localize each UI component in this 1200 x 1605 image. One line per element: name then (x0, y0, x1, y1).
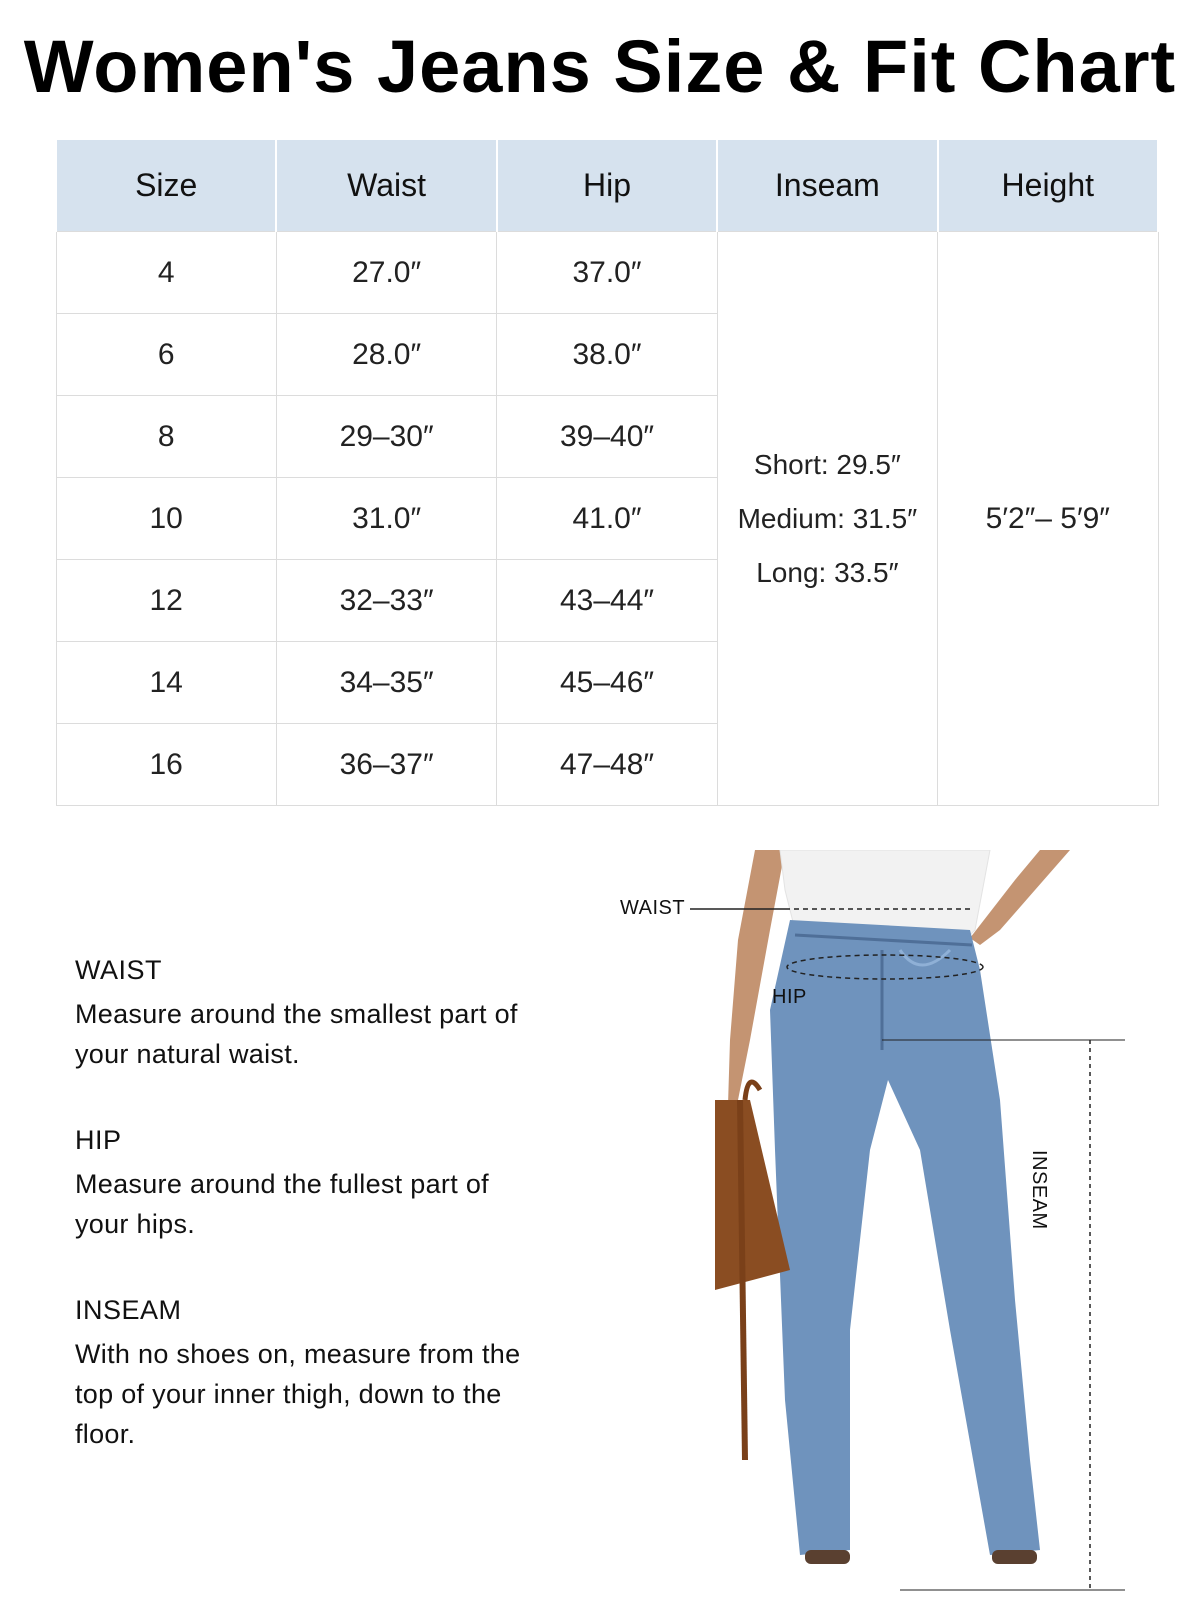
column-header-inseam: Inseam (717, 140, 937, 232)
hip-cell: 38.0″ (497, 314, 717, 396)
waist-cell: 29–30″ (276, 396, 496, 478)
jeans-figure-svg (620, 850, 1180, 1600)
inseam-short: Short: 29.5″ (753, 448, 901, 480)
bag-handle-shape (745, 1082, 760, 1100)
waist-figure-label: WAIST (620, 897, 686, 919)
table-row (56, 232, 1158, 314)
jeans-model-illustration (620, 850, 1180, 1600)
hip-cell: 45–46″ (497, 642, 717, 724)
height-cell: 5′2″– 5′9″ (938, 232, 1158, 806)
inseam-instructions (75, 1295, 595, 1454)
waist-text-line: Measure around the smallest part of (75, 999, 518, 1029)
table-header-row (56, 140, 1158, 232)
size-cell: 6 (56, 314, 276, 396)
hip-instructions (75, 1125, 595, 1244)
right-shoe-shape (992, 1550, 1037, 1564)
inseam-long: Long: 33.5″ (756, 556, 899, 588)
inseam-text-line: floor. (75, 1419, 136, 1449)
hip-cell: 47–48″ (497, 724, 717, 806)
column-header-size: Size (56, 140, 276, 232)
waist-instructions (75, 955, 595, 1074)
waist-cell: 32–33″ (276, 560, 496, 642)
waist-cell: 27.0″ (276, 232, 496, 314)
inseam-text-line: With no shoes on, measure from the (75, 1339, 521, 1369)
waist-cell: 31.0″ (276, 478, 496, 560)
left-shoe-shape (805, 1550, 850, 1564)
hip-cell: 41.0″ (497, 478, 717, 560)
column-header-hip: Hip (497, 140, 717, 232)
size-cell: 8 (56, 396, 276, 478)
size-cell: 10 (56, 478, 276, 560)
size-cell: 14 (56, 642, 276, 724)
size-chart-table (55, 140, 1159, 806)
waist-text-line: your natural waist. (75, 1039, 300, 1069)
hip-cell: 39–40″ (497, 396, 717, 478)
hip-heading: HIP (75, 1125, 122, 1155)
waist-heading: WAIST (75, 955, 162, 985)
inseam-medium: Medium: 31.5″ (737, 502, 918, 534)
inseam-figure-label: INSEAM (1028, 1150, 1050, 1230)
inseam-heading: INSEAM (75, 1295, 182, 1325)
hip-cell: 37.0″ (497, 232, 717, 314)
size-cell: 4 (56, 232, 276, 314)
hip-figure-label: HIP (772, 986, 807, 1008)
hip-cell: 43–44″ (497, 560, 717, 642)
hip-text-line: your hips. (75, 1209, 196, 1239)
waist-cell: 36–37″ (276, 724, 496, 806)
hip-text-line: Measure around the fullest part of (75, 1169, 489, 1199)
inseam-text-line: top of your inner thigh, down to the (75, 1379, 502, 1409)
waist-cell: 28.0″ (276, 314, 496, 396)
inseam-cell (717, 232, 937, 806)
waist-cell: 34–35″ (276, 642, 496, 724)
column-header-height: Height (938, 140, 1158, 232)
size-cell: 16 (56, 724, 276, 806)
jeans-shape (770, 920, 1040, 1555)
column-header-waist: Waist (276, 140, 496, 232)
page-title: Women's Jeans Size & Fit Chart (23, 25, 1177, 108)
size-cell: 12 (56, 560, 276, 642)
